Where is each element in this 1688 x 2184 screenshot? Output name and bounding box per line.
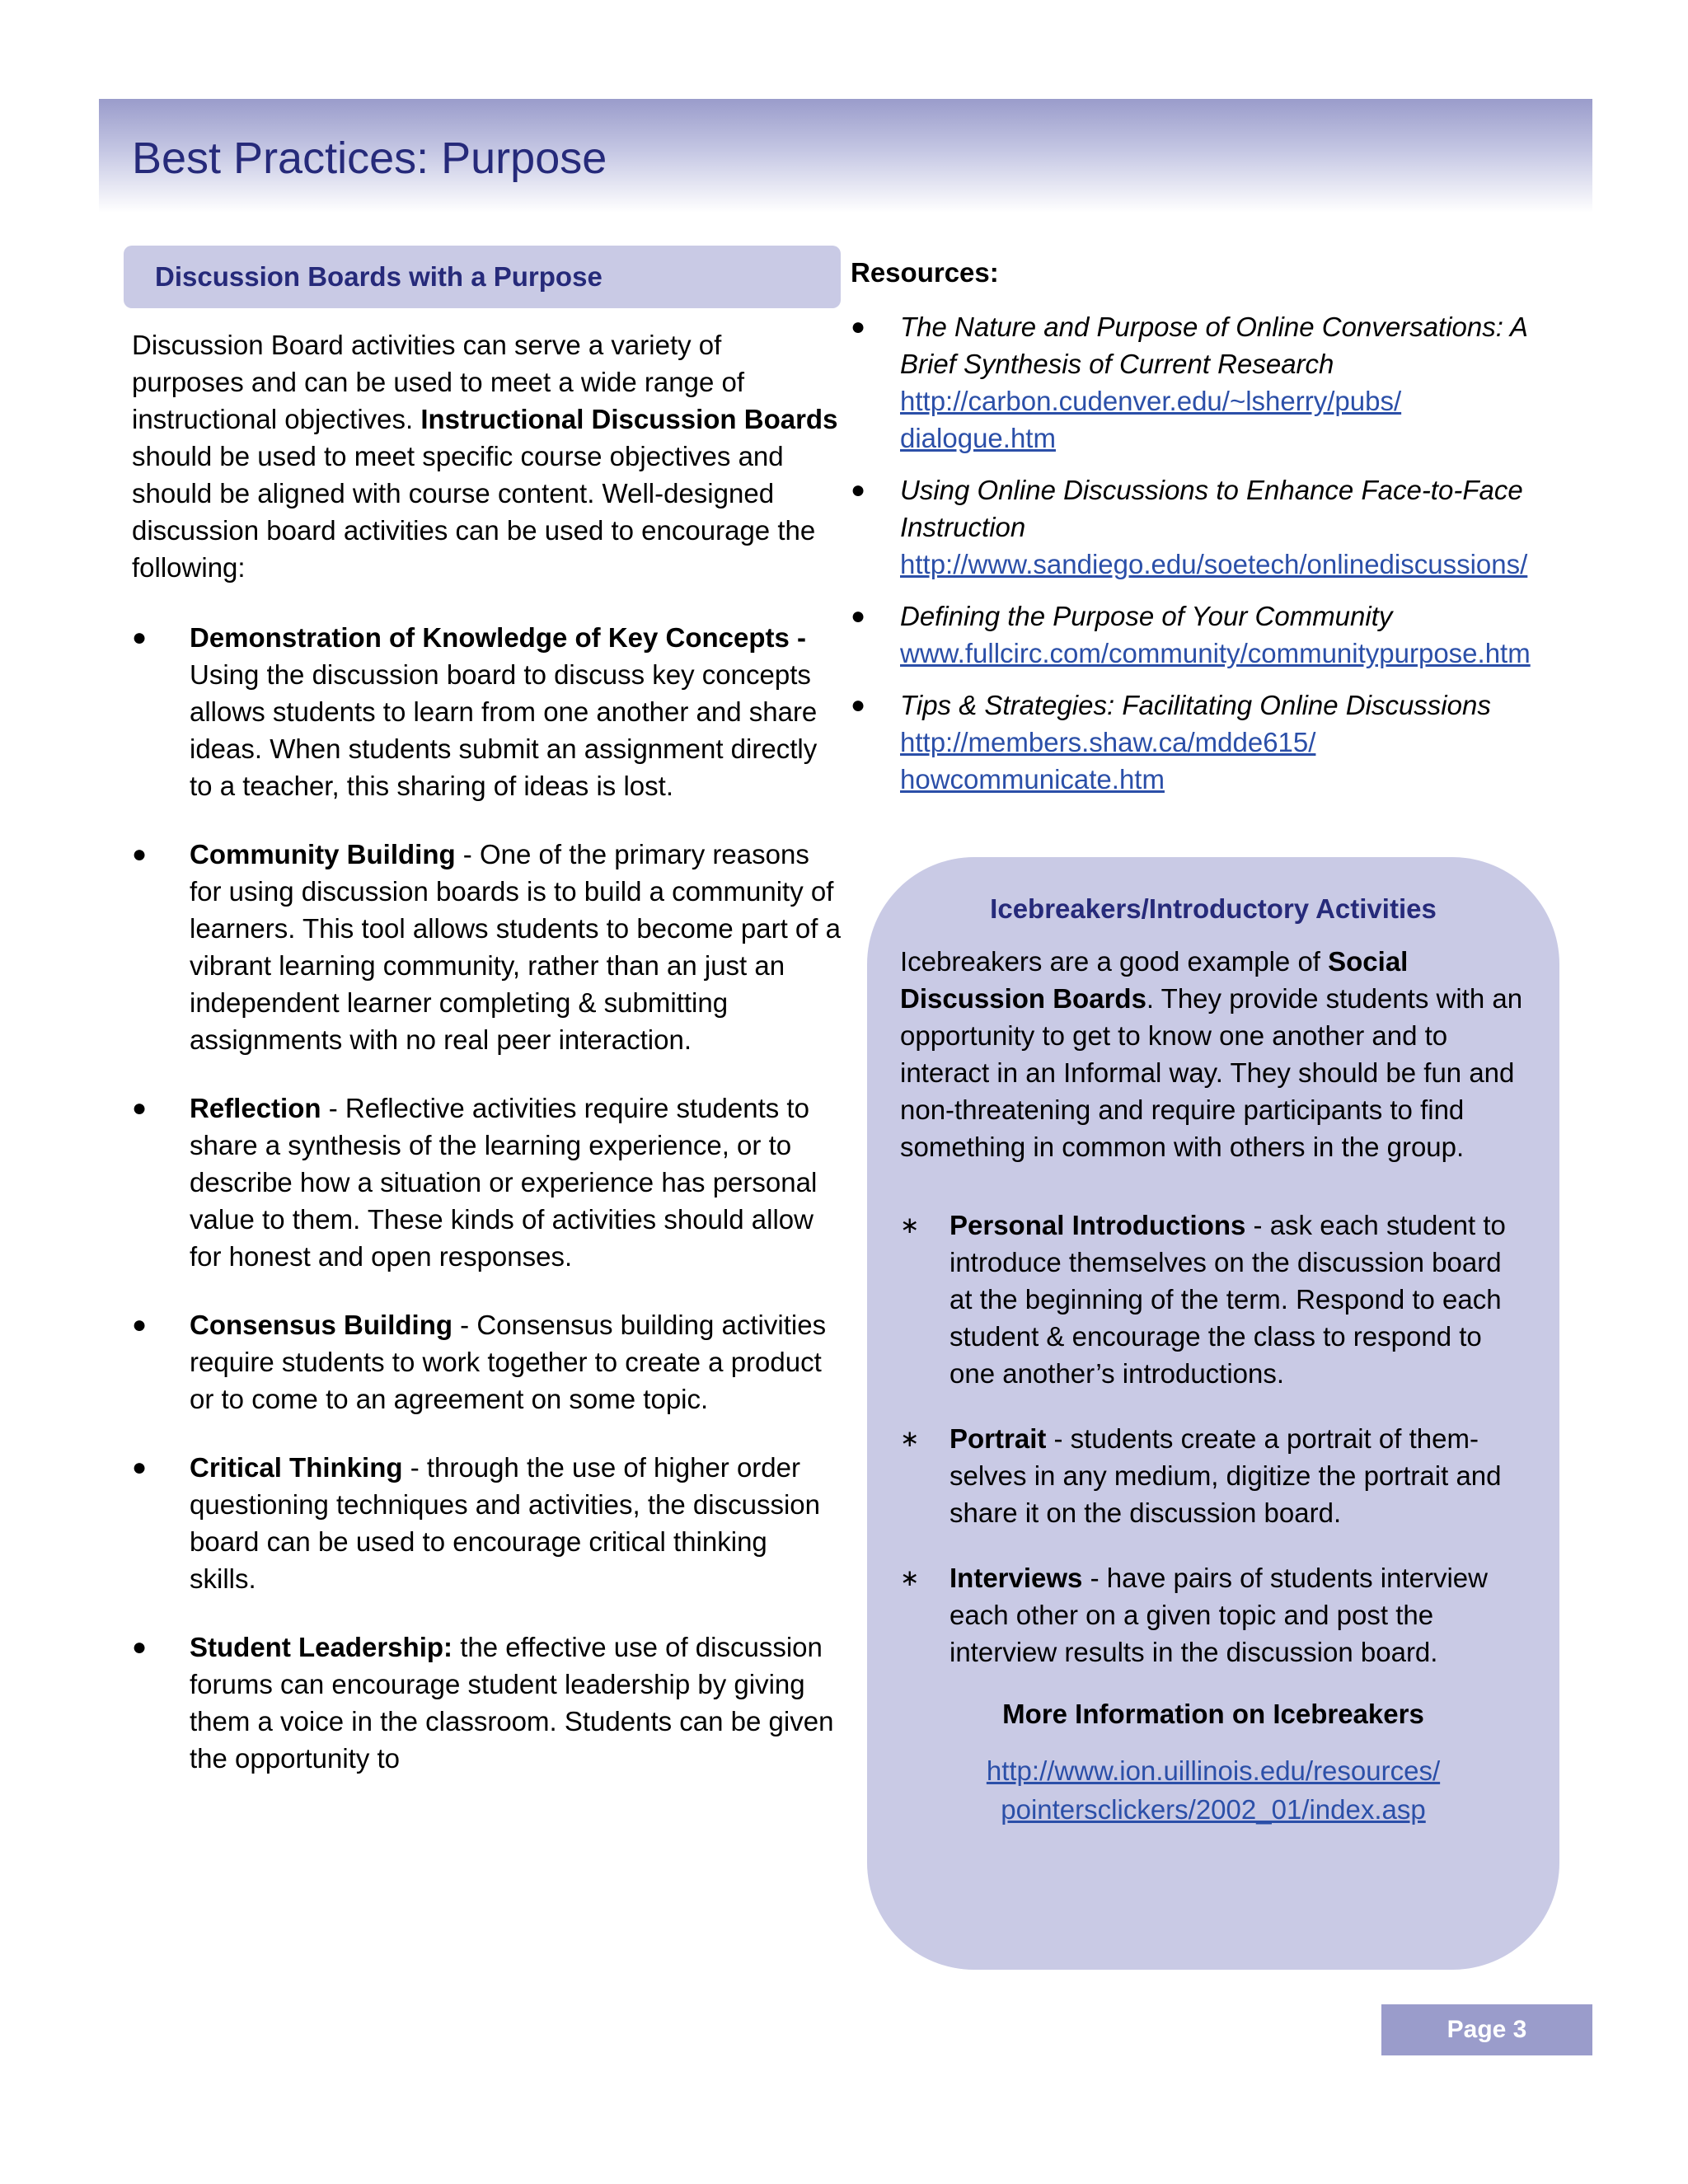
item-text: Using the discussion board to discuss key concepts allows students to learn from one another and share ideas. When students submit an assignment directly to a teacher, this sharing of ideas is lost. [190, 659, 818, 801]
ice-intro-text-1: Icebreakers are a good example of [900, 946, 1329, 977]
list-item [132, 1306, 841, 1418]
resource-title: The Nature and Purpose of Online Conversations: A Brief Synthesis of Current Research [900, 312, 1527, 379]
intro-text-1: Discussion Board activities can serve a variety of purposes and can be used to meet a wide range of instructional objectives. [132, 330, 744, 434]
resources-heading: Resources: [851, 257, 999, 288]
item-text: - have pairs of students interview each other on a given topic and post the interview results in the discussion board. [950, 1563, 1488, 1667]
asterisk-bullet-icon: ∗ [900, 1565, 920, 1591]
resource-link[interactable]: howcommunicate.htm [900, 764, 1165, 794]
resource-link[interactable]: dialogue.htm [900, 423, 1056, 453]
resource-item [851, 687, 1559, 798]
page-title: Best Practices: Purpose [132, 134, 607, 183]
asterisk-bullet-icon: ∗ [900, 1426, 920, 1451]
resource-link[interactable]: http://www.sandiego.edu/soetech/onlinediscussions/ [900, 549, 1528, 579]
item-text: the effective use of discussion forums can encourage student leadership by giving them a voice in the classroom. Students can be given the opportunity to [190, 1632, 834, 1774]
item-term: Consensus Building [190, 1310, 453, 1340]
bullet-icon: ● [132, 1094, 148, 1122]
item-text: - Reflective activities require students to share a synthesis of the learning experience, or to describe how a situation or experience has personal value to them. These kinds of activities should allow for honest and open responses. [190, 1093, 818, 1272]
left-column [124, 246, 841, 1808]
item-text: - through the use of higher order questioning techniques and activities, the discussion board can be used to encourage critical thinking skills. [190, 1452, 820, 1594]
item-term: Reflection [190, 1093, 321, 1123]
bullet-icon: ● [132, 841, 148, 868]
icebreakers-list [900, 1207, 1526, 1671]
bullet-icon: ● [851, 691, 866, 719]
item-text: - ask each student to introduce themselves on the discussion board at the beginning of the term. Respond to each student & encourage the class to respond to one another’s introductions. [950, 1210, 1506, 1389]
list-item [132, 1449, 841, 1597]
bullet-icon: ● [132, 1633, 148, 1661]
bullet-icon: ● [851, 476, 866, 504]
list-item [132, 619, 841, 804]
resource-title: Defining the Purpose of Your Community [900, 601, 1393, 631]
more-info-link-2[interactable]: pointersclickers/2002_01/index.asp [1001, 1794, 1426, 1825]
more-info-link-1[interactable]: http://www.ion.uillinois.edu/resources/ [986, 1755, 1441, 1786]
resource-item [851, 471, 1559, 583]
intro-text-2: should be used to meet specific course objectives and should be aligned with course content. Well-designed discussion board activities can be used to encourage the following: [132, 441, 816, 583]
ice-intro-bold: Social Discussion Boards [900, 946, 1409, 1014]
list-item [132, 1090, 841, 1275]
item-term: Portrait [950, 1423, 1047, 1454]
resources-list [851, 308, 1559, 798]
resource-title: Using Online Discussions to Enhance Face-to-Face Instruction [900, 475, 1523, 542]
intro-bold: Instructional Discussion Boards [420, 404, 838, 434]
item-term: Critical Thinking [190, 1452, 403, 1483]
resource-title: Tips & Strategies: Facilitating Online Discussions [900, 690, 1491, 720]
item-text: - One of the primary reasons for using discussion boards is to build a community of learners. This tool allows students to become part of a vibrant learning community, rather than an just an independent learner completing & submitting assignments with no real peer interaction. [190, 839, 841, 1055]
section-header: Discussion Boards with a Purpose [124, 246, 841, 308]
list-item [132, 1629, 841, 1777]
item-text: - students create a portrait of them-selves in any medium, digitize the portrait and share it on the discussion board. [950, 1423, 1502, 1528]
bullet-icon: ● [132, 1311, 148, 1338]
item-term: Interviews [950, 1563, 1083, 1593]
list-item [132, 836, 841, 1058]
asterisk-bullet-icon: ∗ [900, 1212, 920, 1238]
intro-paragraph [132, 326, 841, 586]
more-info-heading: More Information on Icebreakers [1002, 1699, 1424, 1729]
bullet-icon: ● [851, 602, 866, 630]
practice-list [124, 619, 841, 1777]
icebreakers-title: Icebreakers/Introductory Activities [990, 893, 1437, 924]
item-term: Community Building [190, 839, 456, 869]
resource-link[interactable]: http://members.shaw.ca/mdde615/ [900, 727, 1316, 757]
resource-link[interactable]: www.fullcirc.com/community/communitypurpose.htm [900, 638, 1531, 668]
resource-item [851, 308, 1559, 457]
bullet-icon: ● [851, 313, 866, 340]
list-item [900, 1420, 1526, 1531]
item-term: Personal Introductions [950, 1210, 1246, 1240]
page-number-badge: Page 3 [1381, 2004, 1592, 2055]
ice-intro-text-2: . They provide students with an opportunity to get to know one another and to interact in an Informal way. They should be fun and non-threatening and require participants to find something in common with others in the group. [900, 983, 1523, 1162]
list-item [900, 1207, 1526, 1392]
item-term: Demonstration of Knowledge of Key Concepts - [190, 622, 807, 653]
item-term: Student Leadership: [190, 1632, 453, 1662]
resource-item [851, 598, 1559, 672]
list-item [900, 1559, 1526, 1671]
resources-column [851, 246, 1559, 813]
bullet-icon: ● [132, 624, 148, 651]
icebreakers-box [867, 857, 1559, 1970]
bullet-icon: ● [132, 1454, 148, 1481]
icebreakers-intro [900, 943, 1526, 1165]
resource-link[interactable]: http://carbon.cudenver.edu/~lsherry/pubs/ [900, 386, 1402, 416]
item-text: - Consensus building activities require students to work together to create a product or to come to an agreement on some topic. [190, 1310, 827, 1414]
